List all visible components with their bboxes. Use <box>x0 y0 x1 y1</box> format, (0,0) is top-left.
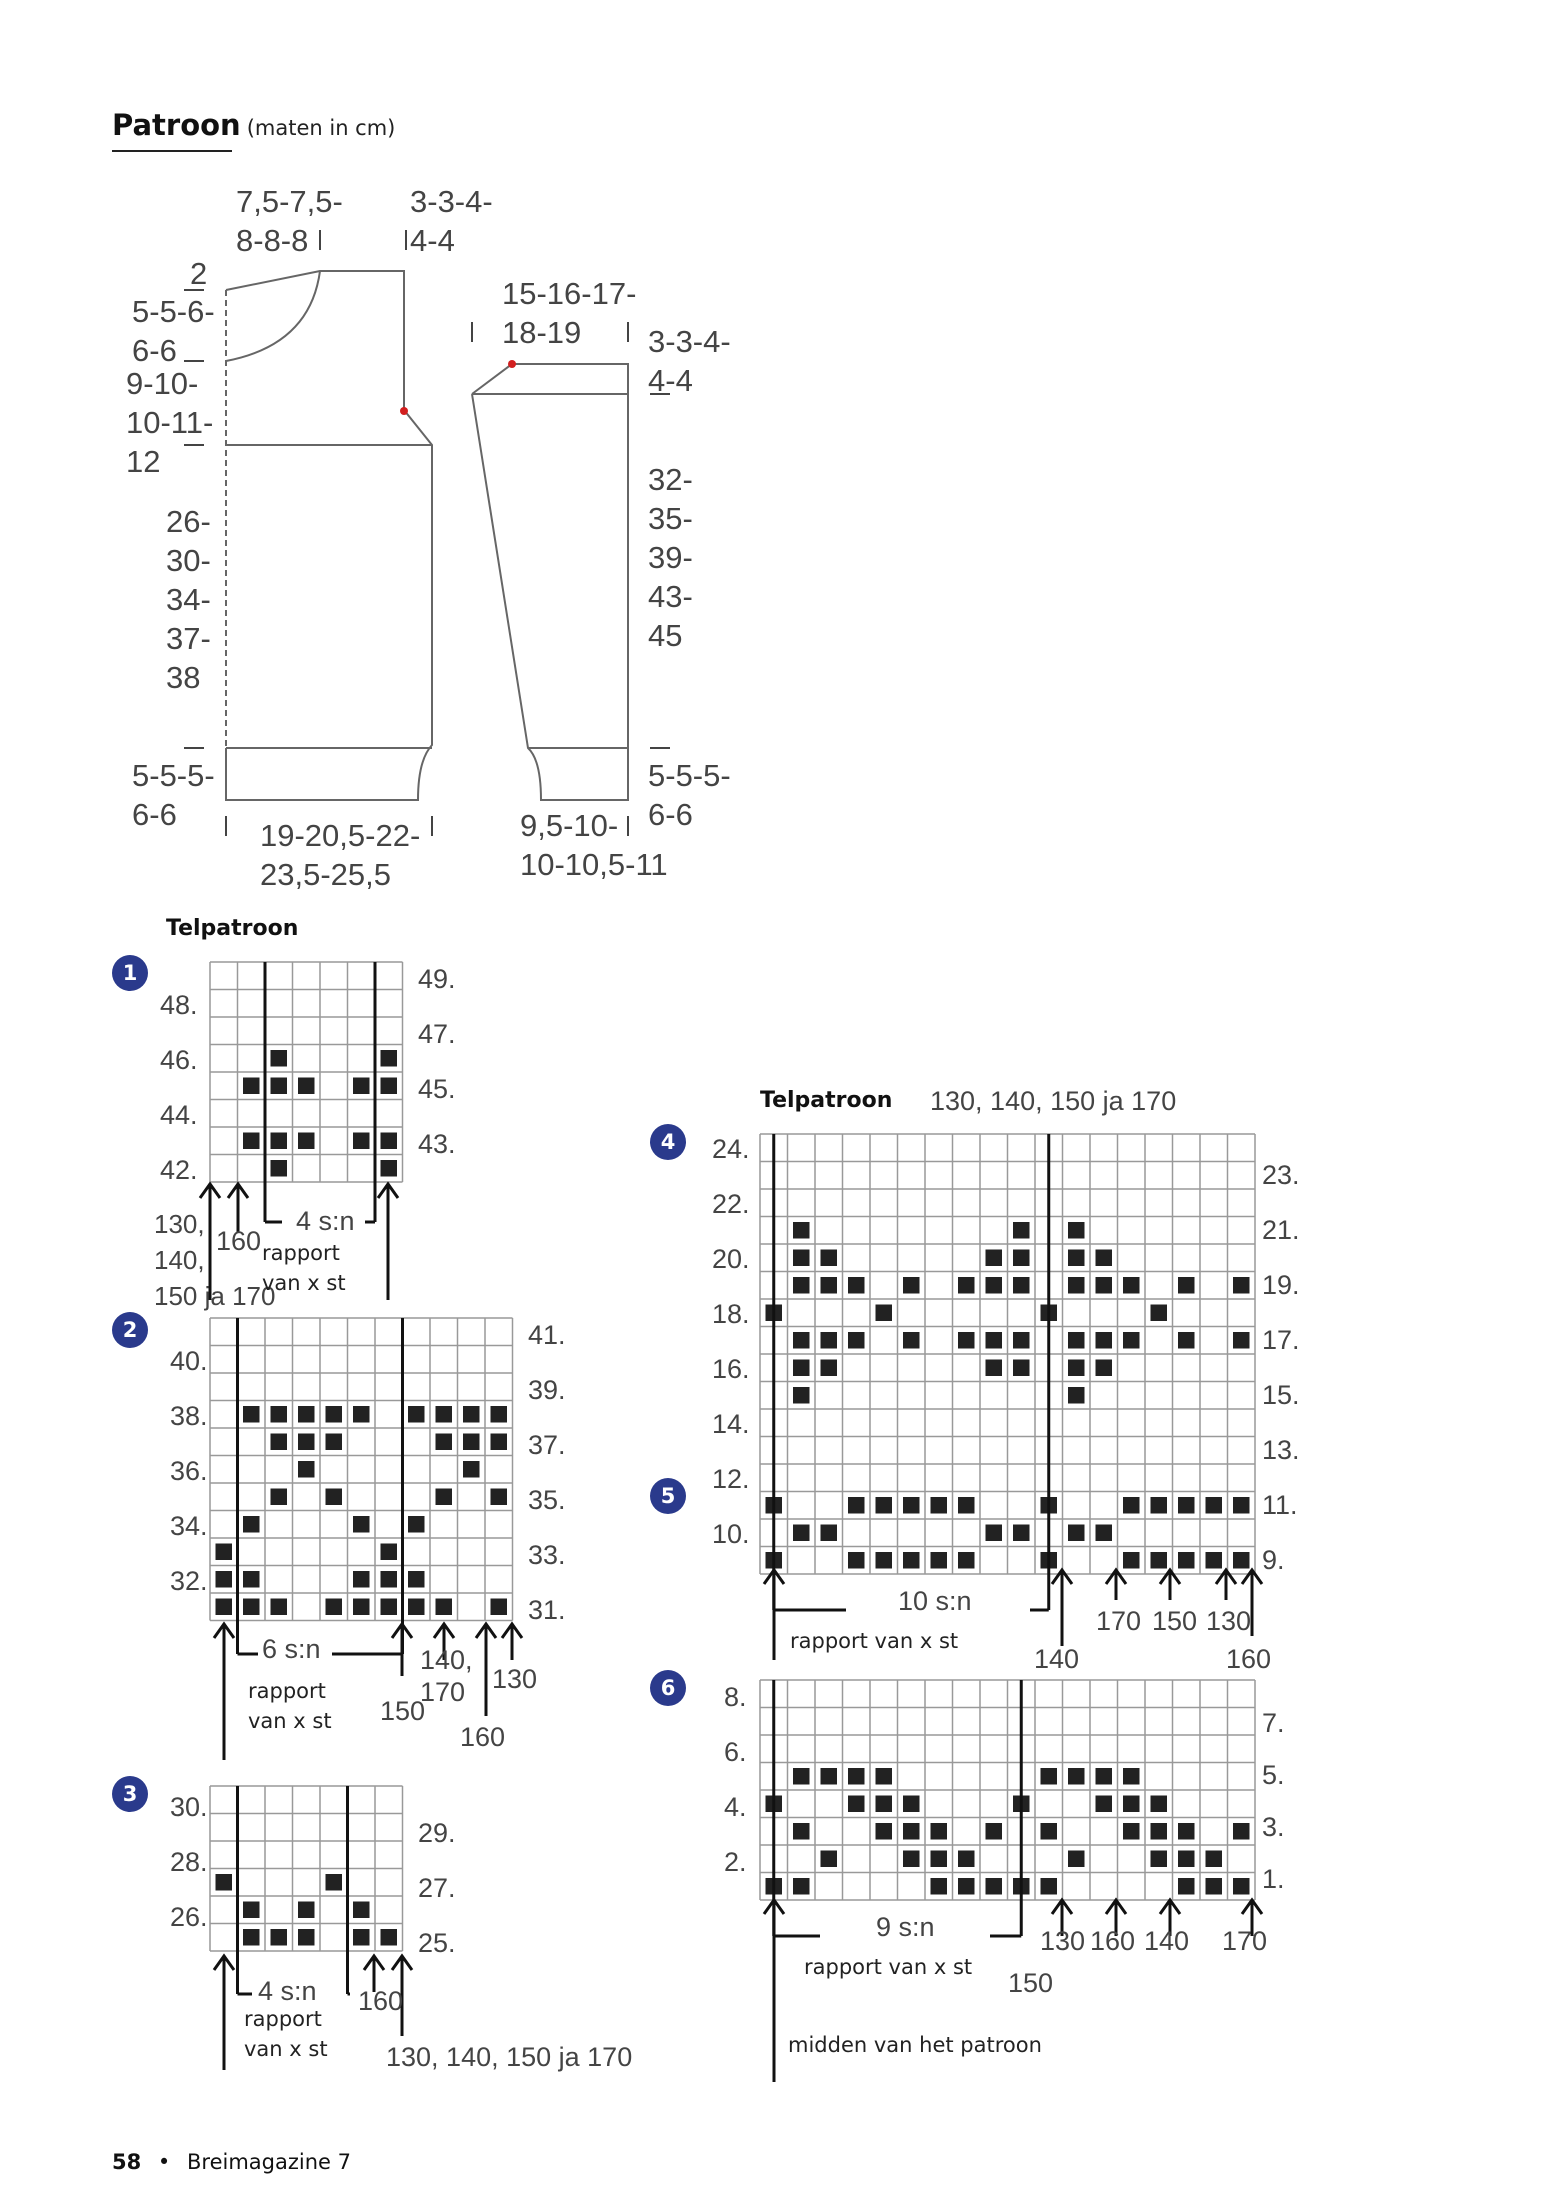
chart-45-stitch <box>1096 1360 1113 1377</box>
chart-2-stitch <box>271 1434 288 1451</box>
chart-45-stitch <box>876 1552 893 1569</box>
chart-45-stitch <box>958 1552 975 1569</box>
chart-45-stitch <box>1206 1497 1223 1514</box>
chart-6-stitch <box>1151 1823 1168 1840</box>
chart-6-stitch <box>1041 1768 1058 1785</box>
chart-45-stitch <box>931 1552 948 1569</box>
chart-45-stitch <box>1123 1332 1140 1349</box>
chart-2-stitch <box>216 1544 233 1561</box>
chart-6-stitch <box>1178 1851 1195 1868</box>
chart-6-stitch <box>1068 1851 1085 1868</box>
chart-1-stitch <box>381 1160 398 1177</box>
chart-3-stitch <box>243 1902 260 1919</box>
chart-1-stitch <box>381 1133 398 1150</box>
chart-2-stitch <box>491 1489 508 1506</box>
chart-45-stitch <box>1068 1277 1085 1294</box>
chart-2-size-150: 150 <box>380 1696 426 1726</box>
chart-6-stitch <box>793 1878 810 1895</box>
chart-45-stitch <box>1233 1497 1250 1514</box>
chart-2-stitch <box>491 1599 508 1616</box>
chart-6-size-130: 130 <box>1040 1926 1086 1956</box>
chart-45-stitch <box>986 1277 1003 1294</box>
chart-6-stitch <box>1233 1823 1250 1840</box>
chart-2-stitch <box>491 1434 508 1451</box>
chart-45-stitch <box>958 1277 975 1294</box>
chart-2-stitch <box>408 1406 425 1423</box>
chart-45-stitch <box>821 1277 838 1294</box>
chart-6-stitch <box>903 1851 920 1868</box>
chart-6-stitch <box>986 1823 1003 1840</box>
chart-6-stitch <box>1068 1768 1085 1785</box>
chart-2-row-label-left: 34. <box>170 1511 208 1541</box>
chart-45-stitch <box>1068 1525 1085 1542</box>
chart-45-stitch <box>1068 1387 1085 1404</box>
chart-45-row-label-right: 17. <box>1262 1325 1300 1355</box>
chart-45-size-160: 160 <box>1226 1644 1272 1674</box>
chart-2-stitch <box>381 1571 398 1588</box>
chart-45-row-label-left: 10. <box>712 1519 750 1549</box>
chart-2-stitch <box>326 1489 343 1506</box>
chart-6-stitch <box>848 1796 865 1813</box>
chart-45-stitch <box>903 1332 920 1349</box>
chart-1-repeat-label: 4 s:n <box>296 1206 355 1236</box>
sleeve-length-label: 32- 35- 39- 43- 45 <box>648 462 693 653</box>
body-width-label: 19-20,5-22- 23,5-25,5 <box>260 818 421 892</box>
chart-1-stitch <box>243 1133 260 1150</box>
chart-2-stitch <box>243 1571 260 1588</box>
chart-1-row-label-left: 42. <box>160 1155 198 1185</box>
chart-45-stitch <box>876 1305 893 1322</box>
chart-2-row-label-right: 39. <box>528 1375 566 1405</box>
chart-6-stitch <box>1233 1878 1250 1895</box>
chart-45-heading: Telpatroon <box>760 1088 893 1113</box>
chart-45-stitch <box>793 1277 810 1294</box>
chart-1-rapport: rapport van x st <box>262 1241 346 1295</box>
chart-1-stitch <box>381 1050 398 1067</box>
chart-45-stitch <box>1013 1222 1030 1239</box>
chart-45-stitch <box>793 1250 810 1267</box>
chart-6-row-label-right: 7. <box>1262 1708 1285 1738</box>
chart-2-row-label-right: 35. <box>528 1485 566 1515</box>
chart-6-size-160: 160 <box>1090 1926 1136 1956</box>
chart-45-row-label-left: 20. <box>712 1244 750 1274</box>
chart-6-row-label-right: 3. <box>1262 1812 1285 1842</box>
chart-1-stitch <box>243 1078 260 1095</box>
chart-2-size-140-170: 140, 170 <box>420 1645 473 1707</box>
chart-6-stitch <box>793 1768 810 1785</box>
chart-45-stitch <box>986 1332 1003 1349</box>
chart-45-row-label-left: 22. <box>712 1189 750 1219</box>
chart-2-rapport: rapport van x st <box>248 1679 332 1733</box>
chart-45-stitch <box>1096 1332 1113 1349</box>
chart-2-stitch <box>353 1406 370 1423</box>
chart-2-stitch <box>298 1406 315 1423</box>
body-rib-label: 5-5-5- 6-6 <box>132 758 215 832</box>
chart-2-stitch <box>243 1599 260 1616</box>
chart-3-row-label-left: 26. <box>170 1902 208 1932</box>
armhole-depth-label: 9-10- 10-11- 12 <box>126 366 214 479</box>
chart-45-size-130: 130 <box>1206 1606 1252 1636</box>
chart-3-row-label-right: 29. <box>418 1818 456 1848</box>
chart-2-stitch <box>243 1406 260 1423</box>
chart-6-size-170: 170 <box>1222 1926 1268 1956</box>
chart-6-stitch <box>903 1796 920 1813</box>
chart-2-row-label-left: 38. <box>170 1401 208 1431</box>
chart-1-row-label-left: 44. <box>160 1100 198 1130</box>
chart-4-badge: 4 <box>650 1124 686 1160</box>
chart-2-stitch <box>271 1599 288 1616</box>
chart-3-row-label-left: 30. <box>170 1792 208 1822</box>
chart-6-stitch <box>958 1878 975 1895</box>
page-footer <box>112 2150 351 2174</box>
chart-45-repeat-label: 10 s:n <box>898 1586 972 1616</box>
chart-6-stitch <box>1123 1823 1140 1840</box>
chart-2-stitch <box>436 1599 453 1616</box>
chart-45-stitch <box>1123 1277 1140 1294</box>
chart-2-row-label-right: 41. <box>528 1320 566 1350</box>
neck-width-label: 7,5-7,5- 8-8-8 <box>236 184 343 258</box>
neck-depth-top-label: 2 <box>190 256 208 291</box>
title-subtitle: (maten in cm) <box>246 116 396 140</box>
shoulder-width-label: 3-3-4- 4-4 <box>410 184 493 258</box>
chart-1-stitch <box>271 1133 288 1150</box>
chart-45-row-label-right: 13. <box>1262 1435 1300 1465</box>
page-number: 58 <box>112 2150 142 2174</box>
chart-3-stitch <box>326 1874 343 1891</box>
chart-45-row-label-right: 23. <box>1262 1160 1300 1190</box>
chart-6-stitch <box>1096 1796 1113 1813</box>
chart-2-stitch <box>298 1434 315 1451</box>
chart-45-stitch <box>821 1332 838 1349</box>
neck-depth-label: 5-5-6- 6-6 <box>132 294 215 368</box>
chart-45-stitch <box>793 1525 810 1542</box>
chart-6-stitch <box>1151 1796 1168 1813</box>
chart-45-rapport: rapport van x st <box>790 1629 959 1653</box>
chart-2-stitch <box>243 1516 260 1533</box>
chart-45-row-label-right: 9. <box>1262 1545 1285 1575</box>
chart-6-repeat-label: 9 s:n <box>876 1912 935 1942</box>
chart-2-size-130: 130 <box>492 1664 538 1694</box>
chart-1-stitch <box>271 1160 288 1177</box>
chart-45-stitch <box>986 1525 1003 1542</box>
chart-45-sizes-title: 130, 140, 150 ja 170 <box>930 1086 1177 1116</box>
chart-45-stitch <box>848 1332 865 1349</box>
chart-2-stitch <box>326 1406 343 1423</box>
chart-1-stitch <box>353 1133 370 1150</box>
chart-3-stitch <box>298 1929 315 1946</box>
chart-2-stitch <box>381 1544 398 1561</box>
chart-6-midden: midden van het patroon <box>788 2033 1042 2057</box>
chart-2-badge: 2 <box>112 1312 148 1348</box>
chart-2-row-label-left: 36. <box>170 1456 208 1486</box>
chart-6-stitch <box>793 1823 810 1840</box>
chart-2-stitch <box>463 1461 480 1478</box>
chart-6-stitch <box>903 1823 920 1840</box>
chart-2-stitch <box>436 1489 453 1506</box>
chart-45-stitch <box>876 1497 893 1514</box>
chart-3-stitch <box>216 1874 233 1891</box>
chart-2-row-label-right: 37. <box>528 1430 566 1460</box>
chart-45-stitch <box>1096 1250 1113 1267</box>
chart-6-stitch <box>821 1851 838 1868</box>
chart-2-stitch <box>408 1571 425 1588</box>
chart-2-stitch <box>436 1434 453 1451</box>
chart-6-stitch <box>876 1768 893 1785</box>
chart-6-stitch <box>986 1878 1003 1895</box>
chart-6-row-label-left: 4. <box>724 1792 747 1822</box>
chart-2-stitch <box>271 1406 288 1423</box>
chart-45-stitch <box>793 1332 810 1349</box>
chart-2-stitch <box>491 1406 508 1423</box>
chart-45-stitch <box>1123 1552 1140 1569</box>
telpatroon-heading: Telpatroon <box>166 916 299 941</box>
chart-6-stitch <box>1178 1878 1195 1895</box>
chart-3-row-label-right: 27. <box>418 1873 456 1903</box>
chart-2-stitch <box>381 1599 398 1616</box>
chart-6-stitch <box>1123 1768 1140 1785</box>
chart-45-stitch <box>1096 1277 1113 1294</box>
chart-2-stitch <box>408 1599 425 1616</box>
chart-6-stitch <box>931 1823 948 1840</box>
chart-3-stitch <box>271 1929 288 1946</box>
chart-1-row-label-right: 45. <box>418 1074 456 1104</box>
chart-45-row-label-left: 16. <box>712 1354 750 1384</box>
chart-45-size-150: 150 <box>1152 1606 1198 1636</box>
chart-3-repeat-label: 4 s:n <box>258 1976 317 2006</box>
chart-2-row-label-left: 32. <box>170 1566 208 1596</box>
chart-45-row-label-left: 12. <box>712 1464 750 1494</box>
chart-1-stitch <box>271 1078 288 1095</box>
chart-3-row-label-left: 28. <box>170 1847 208 1877</box>
chart-45-size-170: 170 <box>1096 1606 1142 1636</box>
chart-45-stitch <box>1068 1250 1085 1267</box>
chart-45-stitch <box>903 1497 920 1514</box>
chart-6-stitch <box>1123 1796 1140 1813</box>
chart-2-row-label-right: 33. <box>528 1540 566 1570</box>
chart-3-stitch <box>353 1929 370 1946</box>
chart-1-stitch <box>298 1078 315 1095</box>
chart-45-stitch <box>931 1497 948 1514</box>
chart-2-stitch <box>353 1571 370 1588</box>
chart-1-stitch <box>271 1050 288 1067</box>
chart-1-stitch <box>298 1133 315 1150</box>
chart-6-stitch <box>876 1823 893 1840</box>
chart-45-stitch <box>1151 1497 1168 1514</box>
chart-45-stitch <box>1013 1525 1030 1542</box>
chart-45-stitch <box>903 1277 920 1294</box>
chart-2-stitch <box>326 1434 343 1451</box>
footer-bullet: • <box>157 2150 171 2174</box>
chart-45-stitch <box>1151 1552 1168 1569</box>
chart-2-size-160: 160 <box>460 1722 506 1752</box>
chart-45-stitch <box>1178 1277 1195 1294</box>
chart-3-size-160: 160 <box>358 1986 404 2016</box>
chart-6-stitch <box>1096 1768 1113 1785</box>
chart-45-stitch <box>1068 1332 1085 1349</box>
chart-45-stitch <box>848 1277 865 1294</box>
chart-1-badge: 1 <box>112 955 148 991</box>
chart-6-stitch <box>848 1768 865 1785</box>
chart-2-stitch <box>216 1599 233 1616</box>
chart-45-row-label-left: 24. <box>712 1134 750 1164</box>
chart-2-stitch <box>326 1599 343 1616</box>
chart-6-row-label-right: 5. <box>1262 1760 1285 1790</box>
chart-3-badge: 3 <box>112 1776 148 1812</box>
chart-45-row-label-right: 19. <box>1262 1270 1300 1300</box>
chart-45-row-label-right: 21. <box>1262 1215 1300 1245</box>
chart-3-stitch <box>243 1929 260 1946</box>
chart-2-stitch <box>271 1489 288 1506</box>
chart-45-row-label-right: 11. <box>1262 1490 1298 1520</box>
chart-3-stitch <box>353 1902 370 1919</box>
chart-2-row-label-left: 40. <box>170 1346 208 1376</box>
chart-6-row-label-right: 1. <box>1262 1864 1285 1894</box>
sleeve-cap-label: 3-3-4- 4-4 <box>648 324 731 398</box>
sleeve-rib-label: 5-5-5- 6-6 <box>648 758 731 832</box>
chart-1-row-label-left: 48. <box>160 990 198 1020</box>
chart-2-stitch <box>298 1461 315 1478</box>
chart-6-row-label-left: 2. <box>724 1847 747 1877</box>
chart-1-row-label-right: 47. <box>418 1019 456 1049</box>
chart-6-row-label-left: 8. <box>724 1682 747 1712</box>
chart-45-stitch <box>821 1525 838 1542</box>
chart-1-row-label-left: 46. <box>160 1045 198 1075</box>
chart-45-stitch <box>1178 1552 1195 1569</box>
chart-6-stitch <box>1151 1851 1168 1868</box>
chart-6-row-label-left: 6. <box>724 1737 747 1767</box>
chart-45-stitch <box>958 1332 975 1349</box>
chart-2-stitch <box>436 1406 453 1423</box>
chart-45-stitch <box>903 1552 920 1569</box>
chart-6-stitch <box>958 1851 975 1868</box>
chart-45-stitch <box>1206 1552 1223 1569</box>
chart-6-stitch <box>876 1796 893 1813</box>
chart-45-stitch <box>793 1387 810 1404</box>
sleeve-cuff-width-label: 9,5-10- 10-10,5-11 <box>520 808 668 882</box>
chart-45-stitch <box>1013 1360 1030 1377</box>
title-main: Patroon <box>112 108 241 142</box>
chart-2-stitch <box>353 1516 370 1533</box>
chart-45-stitch <box>821 1360 838 1377</box>
chart-45-stitch <box>1123 1497 1140 1514</box>
chart-6-stitch <box>931 1851 948 1868</box>
chart-3-row-label-right: 25. <box>418 1928 456 1958</box>
chart-2-row-label-right: 31. <box>528 1595 566 1625</box>
chart-45-stitch <box>1068 1360 1085 1377</box>
chart-45-stitch <box>986 1360 1003 1377</box>
chart-3-stitch <box>298 1902 315 1919</box>
chart-45-row-label-left: 18. <box>712 1299 750 1329</box>
chart-6-stitch <box>931 1878 948 1895</box>
chart-1-stitch <box>381 1078 398 1095</box>
chart-45-stitch <box>848 1552 865 1569</box>
chart-6-rapport: rapport van x st <box>804 1955 973 1979</box>
chart-2-stitch <box>216 1571 233 1588</box>
body-length-label: 26- 30- 34- 37- 38 <box>166 504 211 695</box>
chart-45-row-label-left: 14. <box>712 1409 750 1439</box>
chart-1-row-label-right: 49. <box>418 964 456 994</box>
chart-6-size-150: 150 <box>1008 1968 1054 1998</box>
chart-45-stitch <box>1013 1332 1030 1349</box>
chart-6-stitch <box>1206 1878 1223 1895</box>
chart-6-size-140: 140 <box>1144 1926 1190 1956</box>
chart-6-stitch <box>1041 1878 1058 1895</box>
chart-6-stitch <box>1178 1823 1195 1840</box>
chart-45-stitch <box>1178 1497 1195 1514</box>
chart-45-size-140: 140 <box>1034 1644 1080 1674</box>
chart-45-stitch <box>1013 1250 1030 1267</box>
chart-1-row-label-right: 43. <box>418 1129 456 1159</box>
sleeve-top-width-label: 15-16-17- 18-19 <box>502 276 637 350</box>
chart-45-stitch <box>848 1497 865 1514</box>
chart-45-stitch <box>1233 1277 1250 1294</box>
chart-45-stitch <box>986 1250 1003 1267</box>
chart-2-repeat-label: 6 s:n <box>262 1634 321 1664</box>
chart-2-stitch <box>353 1599 370 1616</box>
chart-3-rapport: rapport van x st <box>244 2007 328 2061</box>
chart-2-stitch <box>408 1516 425 1533</box>
chart-1-size-b: 160 <box>216 1226 262 1256</box>
chart-1-stitch <box>353 1078 370 1095</box>
chart-6-stitch <box>821 1768 838 1785</box>
chart-5-badge: 5 <box>650 1478 686 1514</box>
chart-45-stitch <box>1151 1305 1168 1322</box>
chart-45-stitch <box>821 1250 838 1267</box>
chart-45-stitch <box>1068 1222 1085 1239</box>
chart-45-stitch <box>793 1360 810 1377</box>
chart-6-stitch <box>1041 1823 1058 1840</box>
chart-6-stitch <box>1206 1851 1223 1868</box>
chart-3-sizes: 130, 140, 150 ja 170 <box>386 2042 633 2072</box>
chart-45-stitch <box>1233 1332 1250 1349</box>
chart-45-stitch <box>1233 1552 1250 1569</box>
chart-1-size-a: 130, 140, 150 ja 170 <box>154 1209 276 1311</box>
chart-2-stitch <box>463 1406 480 1423</box>
chart-45-stitch <box>1013 1277 1030 1294</box>
chart-45-stitch <box>1096 1525 1113 1542</box>
chart-45-stitch <box>793 1222 810 1239</box>
chart-6-badge: 6 <box>650 1670 686 1706</box>
chart-3-stitch <box>381 1929 398 1946</box>
chart-45-stitch <box>1178 1332 1195 1349</box>
magazine-name: Breimagazine 7 <box>187 2150 351 2174</box>
chart-45-row-label-right: 15. <box>1262 1380 1300 1410</box>
chart-45-stitch <box>958 1497 975 1514</box>
chart-2-stitch <box>463 1434 480 1451</box>
